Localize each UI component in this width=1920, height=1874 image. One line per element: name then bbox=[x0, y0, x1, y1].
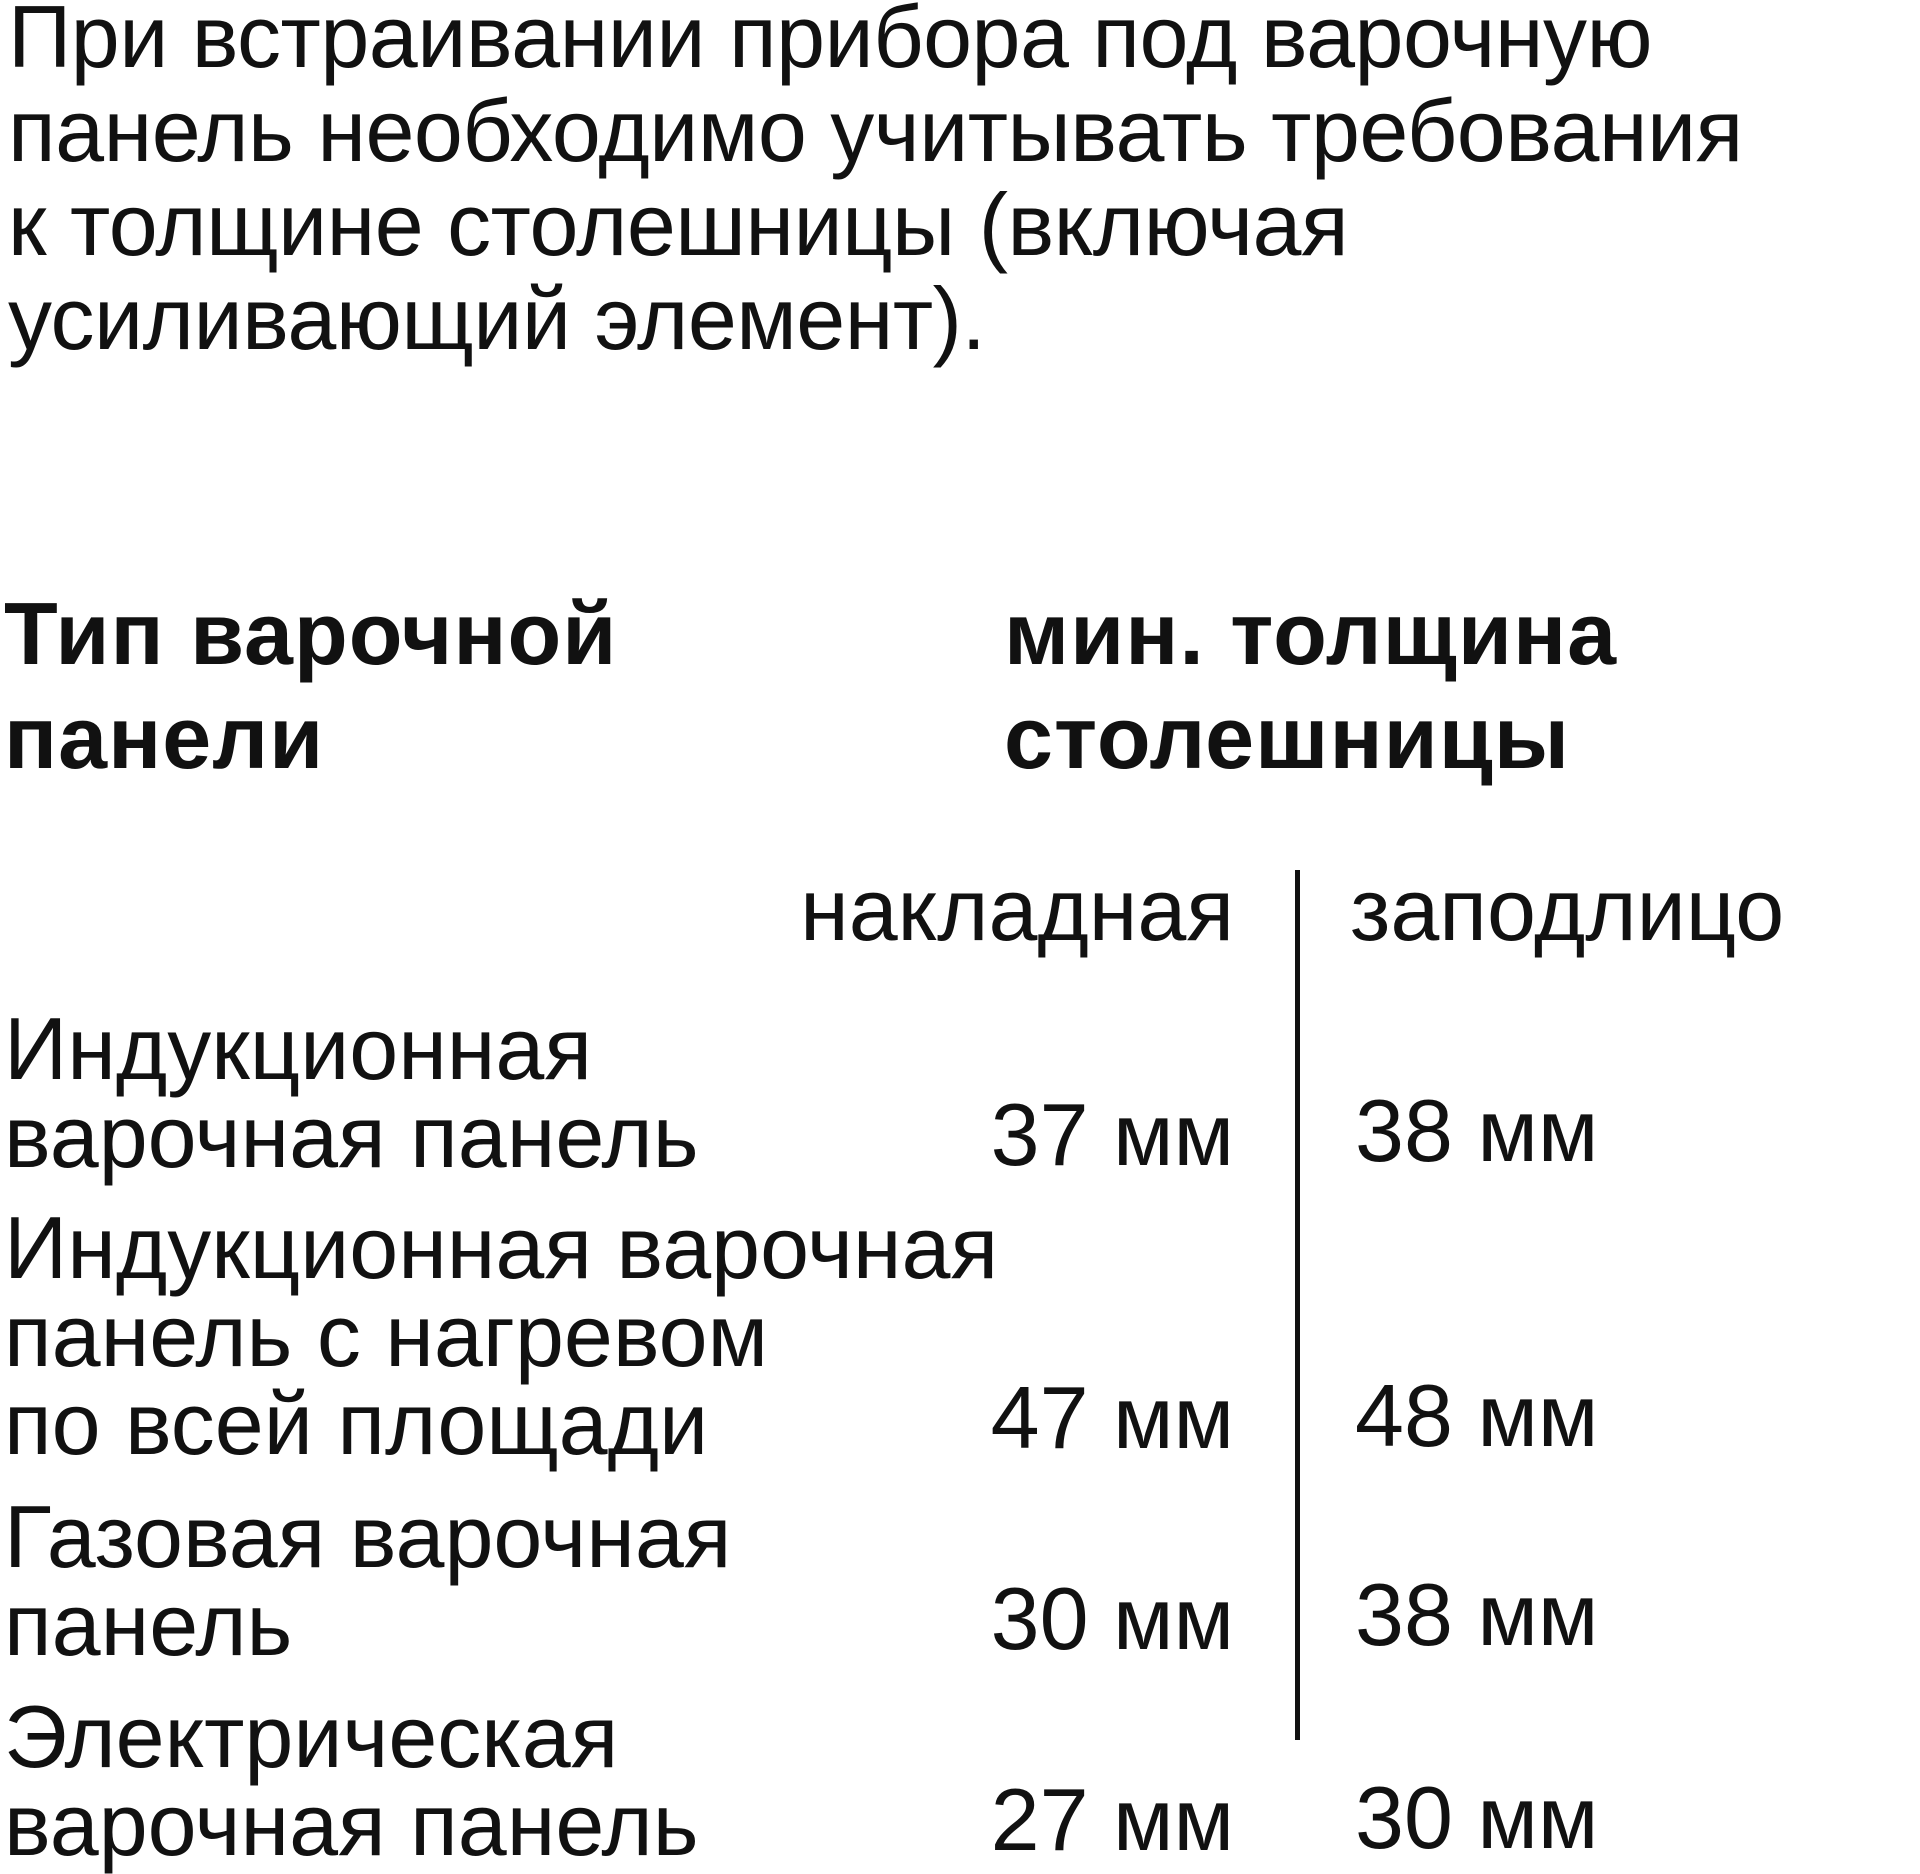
row-value-flush-induction: 38 мм bbox=[1355, 1081, 1599, 1180]
header-hob-type: Тип варочной панели bbox=[4, 584, 618, 787]
row-value-overlay-electric: 27 мм bbox=[990, 1770, 1234, 1869]
row-value-overlay-gas: 30 мм bbox=[990, 1569, 1234, 1668]
row-value-overlay-induction: 37 мм bbox=[990, 1085, 1234, 1184]
subheader-flush: заподлицо bbox=[1350, 860, 1785, 959]
row-name-induction: Индукционная варочная панель bbox=[4, 999, 699, 1186]
row-value-flush-gas: 38 мм bbox=[1355, 1565, 1599, 1664]
row-value-overlay-induction-full-surface: 47 мм bbox=[990, 1368, 1234, 1467]
intro-paragraph: При встраивании прибора под варочную панель необходимо учитывать требования к толщине столешницы (включая усиливающий элемент). bbox=[8, 0, 1743, 368]
column-divider bbox=[1295, 870, 1300, 1740]
row-name-induction-full-surface: Индукционная варочная панель с нагревом по всей площади bbox=[4, 1198, 999, 1473]
row-name-gas: Газовая варочная панель bbox=[4, 1487, 732, 1674]
subheader-overlay: накладная bbox=[800, 860, 1234, 959]
row-value-flush-induction-full-surface: 48 мм bbox=[1355, 1366, 1599, 1465]
row-name-electric: Электрическая варочная панель bbox=[4, 1687, 699, 1874]
header-min-thickness: мин. толщина столешницы bbox=[1004, 584, 1618, 787]
row-value-flush-electric: 30 мм bbox=[1355, 1768, 1599, 1867]
